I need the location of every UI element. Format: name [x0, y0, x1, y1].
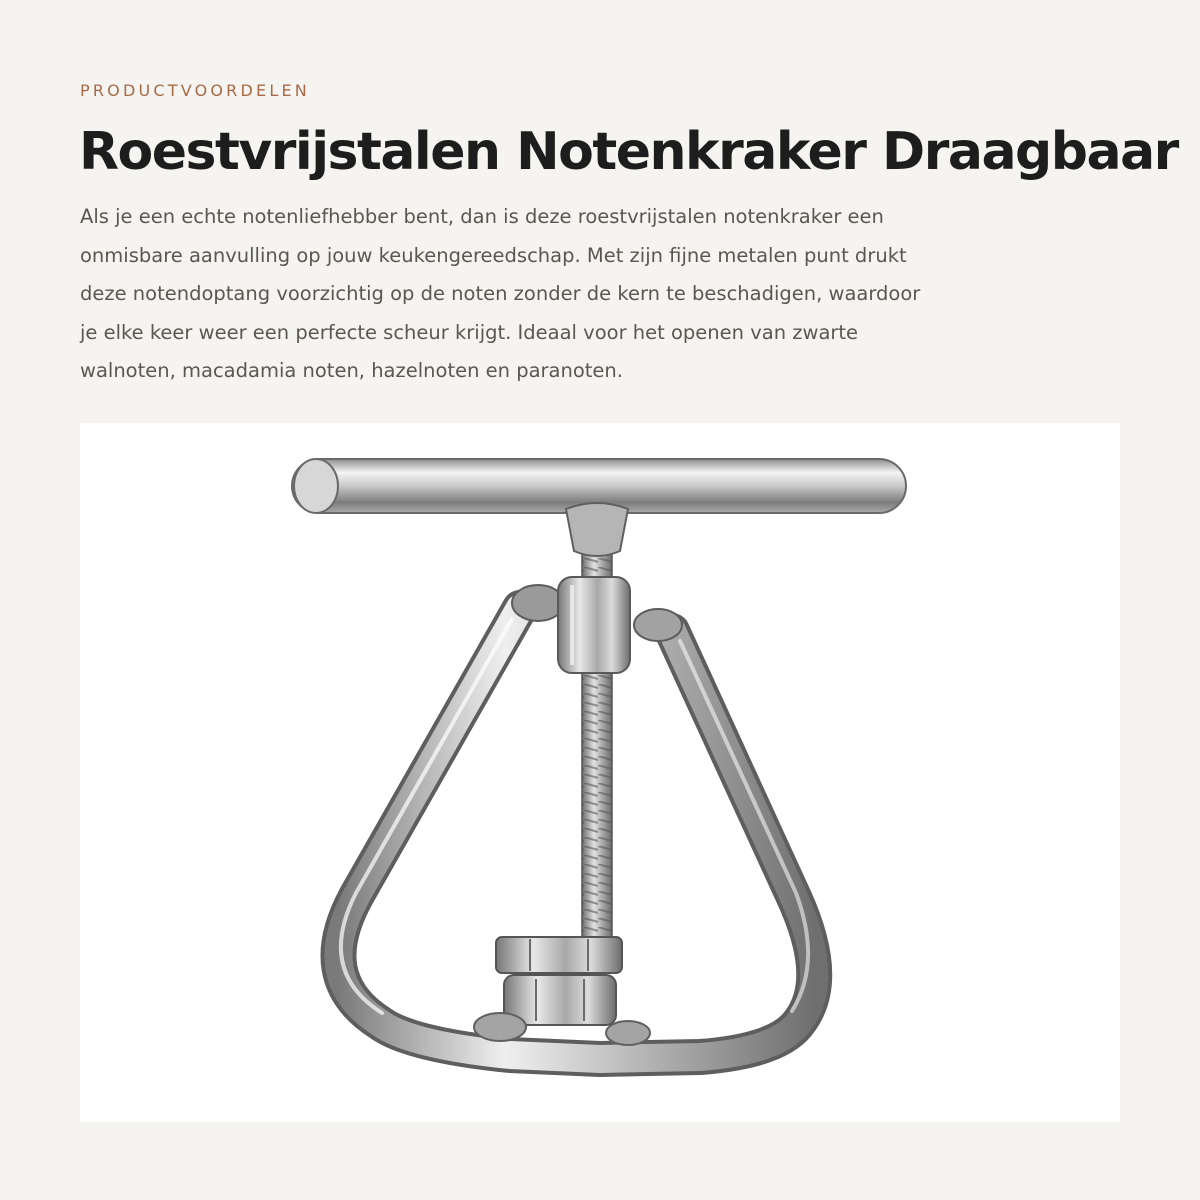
weld-joint-right	[634, 609, 682, 641]
t-joint-weld	[566, 503, 628, 556]
description-line: deze notendoptang voorzichtig op de noten zonder de kern te beschadigen, waardoor	[80, 282, 921, 305]
product-description	[80, 198, 1090, 391]
hex-nut-upper	[496, 937, 622, 973]
description-line: walnoten, macadamia noten, hazelnoten en paranoten.	[80, 359, 623, 382]
nutcracker-illustration	[80, 423, 1120, 1122]
collar-nut	[558, 577, 630, 673]
description-line: onmisbare aanvulling op jouw keukengereedschap. Met zijn fijne metalen punt drukt	[80, 243, 907, 267]
weld-joint-left	[512, 585, 564, 621]
description-line: je elke keer weer een perfecte scheur krijgt. Ideaal voor het openen van zwarte	[80, 320, 859, 344]
weld-bottom-left	[474, 1013, 526, 1041]
weld-bottom-right	[606, 1021, 650, 1045]
eyebrow-label: PRODUCTVOORDELEN	[80, 81, 310, 100]
page-title: Roestvrijstalen Notenkraker Draagbaar	[79, 122, 1178, 182]
product-image	[80, 423, 1120, 1122]
description-line: Als je een echte notenliefhebber bent, dan is deze roestvrijstalen notenkraker een	[80, 205, 884, 228]
